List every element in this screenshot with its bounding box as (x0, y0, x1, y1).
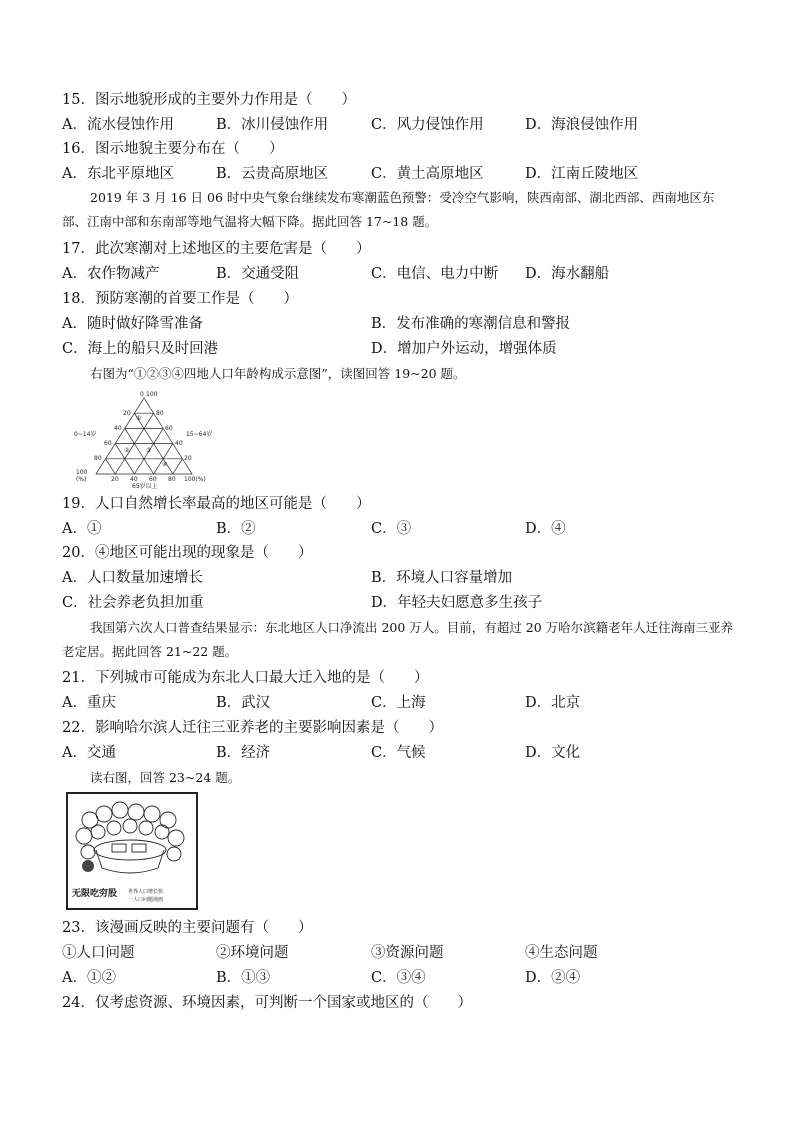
q17-option-c[interactable]: C．电信、电力中断 (371, 266, 499, 282)
q19-option-b[interactable]: B．② (216, 521, 256, 537)
q23-option-d[interactable]: D．②④ (525, 970, 581, 986)
q16-option-a[interactable]: A．东北平原地区 (62, 166, 174, 182)
q22-option-d[interactable]: D．文化 (525, 745, 581, 761)
intro-19-20-text: 右图为“①②③④四地人口年龄构成示意图”，读图回答 19~20 题。 (90, 366, 466, 381)
question-17-stem: 17．此次寒潮对上述地区的主要危害是（ ） (62, 241, 371, 257)
q15-option-a[interactable]: A．流水侵蚀作用 (62, 117, 174, 133)
q23-option-a[interactable]: A．①② (62, 970, 116, 986)
q22-option-a[interactable]: A．交通 (62, 745, 116, 761)
q22-option-c[interactable]: C．气候 (371, 745, 426, 761)
q21-option-d[interactable]: D．北京 (525, 695, 581, 711)
q18-option-a[interactable]: A．随时做好降雪准备 (62, 316, 203, 332)
intro-23-24 (62, 766, 738, 790)
q23-choice-4: ④生态问题 (525, 945, 598, 961)
tick-left-100: 100 (76, 469, 88, 476)
question-16-stem: 16．图示地貌主要分布在（ ） (62, 141, 284, 157)
marker-2: ② (124, 447, 130, 454)
intro-19-20 (62, 362, 738, 386)
unit-bottom: 100(%) (184, 476, 206, 483)
q20-option-c[interactable]: C．社会养老负担加重 (62, 595, 204, 611)
question-23-stem: 23．该漫画反映的主要问题有（ ） (62, 920, 313, 936)
cartoon-caption-right-1: 世界人口增长快 (128, 889, 164, 895)
q19-option-a[interactable]: A．① (62, 521, 102, 537)
intro-21-22 (62, 616, 738, 664)
q17-option-a[interactable]: A．农作物减产 (62, 266, 160, 282)
tick-right-40: 40 (175, 440, 183, 447)
tick-right-80: 80 (156, 410, 164, 417)
q23-option-b[interactable]: B．①③ (216, 970, 271, 986)
intro-17-18 (62, 186, 738, 234)
intro-17-18-text: 2019 年 3 月 16 日 06 时中央气象台继续发布寒潮蓝色预警：受冷空气影响，陕西南部、湖北西部、西南地区东部、江南中部和东南部等地气温将大幅下降。据此回答 17~18 题。 (62, 190, 715, 229)
unit-left: (%) (76, 476, 87, 483)
age-structure-triangle-figure (74, 390, 212, 490)
q20-option-a[interactable]: A．人口数量加速增长 (62, 570, 203, 586)
question-18-stem: 18．预防寒潮的首要工作是（ ） (62, 291, 298, 307)
population-cartoon-figure (66, 792, 198, 910)
q21-option-b[interactable]: B．武汉 (216, 695, 271, 711)
axis-label-0-14: 0~14岁 (74, 431, 97, 438)
axis-label-65-plus: 65岁以上 (132, 483, 158, 490)
intro-21-22-text: 我国第六次人口普查结果显示：东北地区人口净流出 200 万人。目前，有超过 20 万哈尔滨籍老年人迁往海南三亚养老定居。据此回答 21~22 题。 (62, 620, 734, 659)
tick-bottom-20: 20 (111, 476, 119, 483)
q15-option-d[interactable]: D．海浪侵蚀作用 (525, 117, 639, 133)
question-21-stem: 21．下列城市可能成为东北人口最大迁入地的是（ ） (62, 670, 429, 686)
q15-option-c[interactable]: C．风力侵蚀作用 (371, 117, 484, 133)
intro-23-24-text: 读右图，回答 23~24 题。 (90, 770, 241, 785)
q23-choice-1: ①人口问题 (62, 945, 135, 961)
tick-bottom-60: 60 (149, 476, 157, 483)
tick-top-0: 0 (140, 391, 144, 398)
q15-option-b[interactable]: B．冰川侵蚀作用 (216, 117, 329, 133)
q18-option-c[interactable]: C．海上的船只及时回港 (62, 341, 219, 357)
question-20-stem: 20．④地区可能出现的现象是（ ） (62, 545, 313, 561)
q23-choice-3: ③资源问题 (371, 945, 444, 961)
q17-option-d[interactable]: D．海水翻船 (525, 266, 610, 282)
q23-choice-2: ②环境问题 (216, 945, 289, 961)
marker-4: ④ (162, 461, 168, 468)
tick-left-20: 20 (123, 410, 131, 417)
tick-right-20: 20 (184, 455, 192, 462)
tick-bottom-40: 40 (130, 476, 138, 483)
q18-option-d[interactable]: D．增加户外运动，增强体质 (371, 341, 557, 357)
q16-option-b[interactable]: B．云贵高原地区 (216, 166, 329, 182)
tick-right-60: 60 (165, 425, 173, 432)
q20-option-d[interactable]: D．年轻夫妇愿意多生孩子 (371, 595, 543, 611)
tick-top-100: 100 (146, 391, 158, 398)
q18-option-b[interactable]: B．发布准确的寒潮信息和警报 (371, 316, 571, 332)
cartoon-caption-right-2: 一人口问题漫画 (128, 897, 164, 903)
marker-3: ③ (146, 447, 152, 454)
q22-option-b[interactable]: B．经济 (216, 745, 271, 761)
marker-1: ① (136, 415, 142, 422)
q23-option-c[interactable]: C．③④ (371, 970, 426, 986)
question-19-stem: 19．人口自然增长率最高的地区可能是（ ） (62, 496, 371, 512)
cartoon-shading (82, 860, 94, 872)
q17-option-b[interactable]: B．交通受阻 (216, 266, 300, 282)
axis-label-15-64: 15~64岁 (186, 431, 212, 438)
question-24-stem: 24．仅考虑资源、环境因素，可判断一个国家或地区的（ ） (62, 995, 472, 1011)
q19-option-c[interactable]: C．③ (371, 521, 412, 537)
question-22-stem: 22．影响哈尔滨人迁往三亚养老的主要影响因素是（ ） (62, 720, 443, 736)
q19-option-d[interactable]: D．④ (525, 521, 566, 537)
tick-left-80: 80 (94, 455, 102, 462)
q20-option-b[interactable]: B．环境人口容量增加 (371, 570, 513, 586)
q21-option-c[interactable]: C．上海 (371, 695, 426, 711)
q21-option-a[interactable]: A．重庆 (62, 695, 116, 711)
q16-option-c[interactable]: C．黄土高原地区 (371, 166, 484, 182)
q16-option-d[interactable]: D．江南丘陵地区 (525, 166, 639, 182)
question-15-stem: 15．图示地貌形成的主要外力作用是（ ） (62, 92, 356, 108)
tick-bottom-80: 80 (168, 476, 176, 483)
cartoon-caption-left: 无限吃穷股 (72, 889, 118, 899)
tick-left-40: 40 (114, 425, 122, 432)
tick-left-60: 60 (104, 440, 112, 447)
